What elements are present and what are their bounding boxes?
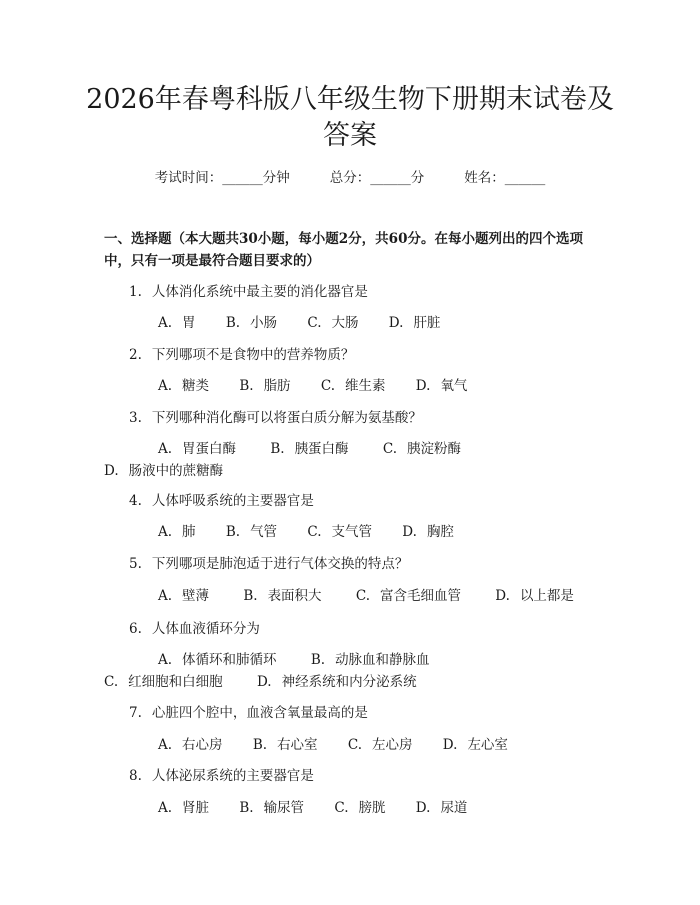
option-text: 肠液中的蔗糖酶 bbox=[128, 463, 224, 479]
exam-score-field: 总分：______分 bbox=[329, 170, 425, 186]
option-text: 体循环和肺循环 bbox=[182, 652, 277, 668]
question-stem: 下列哪种消化酶可以将蛋白质分解为氨基酸？ bbox=[151, 410, 422, 426]
option-c bbox=[348, 734, 413, 756]
option-b bbox=[311, 649, 430, 671]
option-letter: D. bbox=[442, 737, 458, 753]
question-stem: 心脏四个腔中，血液含氧量最高的是 bbox=[151, 705, 368, 721]
question-number: 4. bbox=[129, 493, 142, 509]
option-text: 输尿管 bbox=[263, 800, 305, 816]
option-letter: C. bbox=[334, 800, 349, 816]
option-letter: C. bbox=[307, 315, 322, 331]
option-text: 左心室 bbox=[467, 737, 508, 753]
option-letter: A. bbox=[158, 737, 173, 753]
option-text: 壁薄 bbox=[182, 588, 210, 604]
option-text: 糖类 bbox=[182, 378, 210, 394]
option-a bbox=[158, 521, 196, 543]
option-text: 氧气 bbox=[440, 378, 468, 394]
option-text: 维生素 bbox=[345, 378, 386, 394]
option-text: 右心室 bbox=[277, 737, 318, 753]
option-letter: B. bbox=[310, 652, 326, 668]
option-letter: C. bbox=[347, 737, 362, 753]
option-text: 肾脏 bbox=[182, 800, 210, 816]
option-text: 富含毛细血管 bbox=[380, 588, 461, 604]
question-number: 1. bbox=[129, 284, 142, 300]
option-letter: B. bbox=[243, 588, 258, 604]
question-2-options bbox=[104, 375, 604, 397]
section-heading: 一、选择题（本大题共30小题，每小题2分，共60分。在每小题列出的四个选项中，只有一项是最符合题目要求的） bbox=[104, 231, 583, 269]
option-letter: D. bbox=[104, 463, 119, 479]
option-letter: C. bbox=[320, 378, 335, 394]
option-letter: A. bbox=[158, 441, 173, 457]
option-letter: A. bbox=[158, 315, 173, 331]
option-b bbox=[226, 521, 277, 543]
option-c bbox=[307, 312, 358, 334]
question-number: 6. bbox=[129, 621, 142, 637]
option-text: 右心房 bbox=[182, 737, 223, 753]
option-text: 尿道 bbox=[440, 800, 468, 816]
question-8-options bbox=[104, 797, 604, 819]
question-1-options bbox=[104, 312, 604, 334]
option-b bbox=[270, 438, 348, 460]
option-d bbox=[416, 375, 468, 397]
option-text: 左心房 bbox=[372, 737, 413, 753]
question-number: 5. bbox=[129, 556, 142, 572]
option-letter: A. bbox=[158, 378, 173, 394]
option-b bbox=[239, 375, 290, 397]
option-a bbox=[158, 438, 236, 460]
option-a bbox=[158, 797, 209, 819]
option-letter: D. bbox=[415, 378, 431, 394]
question-3 bbox=[129, 408, 599, 428]
option-d bbox=[495, 585, 574, 607]
option-c bbox=[104, 671, 223, 693]
option-text: 大肠 bbox=[331, 315, 359, 331]
option-text: 胸腔 bbox=[426, 524, 454, 540]
option-letter: B. bbox=[239, 800, 254, 816]
option-text: 小肠 bbox=[250, 315, 278, 331]
option-text: 胃 bbox=[182, 315, 196, 331]
question-stem: 下列哪项不是食物中的营养物质？ bbox=[151, 347, 355, 363]
option-letter: D. bbox=[256, 674, 272, 690]
option-letter: A. bbox=[158, 800, 173, 816]
question-stem: 人体呼吸系统的主要器官是 bbox=[151, 493, 314, 509]
question-2 bbox=[129, 345, 599, 365]
option-text: 肝脏 bbox=[413, 315, 441, 331]
exam-time-field: 考试时间：______分钟 bbox=[154, 170, 290, 186]
option-letter: D. bbox=[388, 315, 404, 331]
option-text: 支气管 bbox=[331, 524, 372, 540]
option-letter: D. bbox=[495, 588, 510, 604]
question-number: 7. bbox=[129, 705, 142, 721]
option-letter: C. bbox=[104, 674, 119, 690]
option-a bbox=[158, 375, 209, 397]
question-5 bbox=[129, 554, 599, 574]
option-d bbox=[416, 797, 468, 819]
page-title: 2026年春粤科版八年级生物下册期末试卷及答案 bbox=[86, 84, 614, 151]
question-number: 8. bbox=[129, 768, 142, 784]
option-d bbox=[104, 460, 223, 482]
option-letter: C. bbox=[382, 441, 397, 457]
question-6 bbox=[129, 619, 599, 639]
option-letter: D. bbox=[415, 800, 431, 816]
question-stem: 人体消化系统中最主要的消化器官是 bbox=[151, 284, 368, 300]
question-number: 3. bbox=[129, 410, 142, 426]
option-d bbox=[443, 734, 508, 756]
option-letter: B. bbox=[252, 737, 268, 753]
option-a bbox=[158, 649, 277, 671]
option-text: 表面积大 bbox=[267, 588, 322, 604]
question-stem: 下列哪项是肺泡适于进行气体交换的特点？ bbox=[151, 556, 409, 572]
question-8 bbox=[129, 766, 599, 786]
option-c bbox=[307, 521, 372, 543]
option-letter: B. bbox=[225, 315, 241, 331]
option-d bbox=[257, 671, 417, 693]
question-stem: 人体血液循环分为 bbox=[151, 621, 260, 637]
question-6-options bbox=[104, 649, 604, 693]
question-number: 2. bbox=[129, 347, 142, 363]
option-c bbox=[321, 375, 386, 397]
option-letter: C. bbox=[355, 588, 370, 604]
option-letter: B. bbox=[239, 378, 254, 394]
option-a bbox=[158, 734, 223, 756]
option-c bbox=[334, 797, 385, 819]
option-b bbox=[243, 585, 321, 607]
question-5-options bbox=[104, 585, 604, 607]
question-3-options bbox=[104, 438, 604, 482]
question-1 bbox=[129, 282, 599, 302]
question-stem: 人体泌尿系统的主要器官是 bbox=[151, 768, 314, 784]
option-letter: D. bbox=[402, 524, 417, 540]
option-text: 胃蛋白酶 bbox=[182, 441, 237, 457]
option-b bbox=[239, 797, 304, 819]
option-text: 胰淀粉酶 bbox=[407, 441, 461, 457]
option-b bbox=[253, 734, 318, 756]
option-letter: B. bbox=[270, 441, 285, 457]
option-d bbox=[389, 312, 441, 334]
option-letter: A. bbox=[158, 524, 173, 540]
option-text: 以上都是 bbox=[519, 588, 574, 604]
option-c bbox=[383, 438, 461, 460]
option-text: 气管 bbox=[250, 524, 278, 540]
option-text: 脂肪 bbox=[263, 378, 291, 394]
option-text: 肺 bbox=[182, 524, 196, 540]
option-text: 动脉血和静脉血 bbox=[335, 652, 430, 668]
option-letter: A. bbox=[158, 652, 173, 668]
option-letter: C. bbox=[307, 524, 322, 540]
exam-info bbox=[0, 168, 700, 188]
option-letter: B. bbox=[225, 524, 241, 540]
option-c bbox=[356, 585, 461, 607]
exam-name-field: 姓名：______ bbox=[464, 170, 546, 186]
option-letter: A. bbox=[158, 588, 173, 604]
option-b bbox=[226, 312, 277, 334]
option-text: 胰蛋白酶 bbox=[294, 441, 349, 457]
option-text: 神经系统和内分泌系统 bbox=[281, 674, 417, 690]
option-d bbox=[402, 521, 454, 543]
question-4 bbox=[129, 491, 599, 511]
question-7-options bbox=[104, 734, 604, 756]
question-7 bbox=[129, 703, 599, 723]
option-text: 红细胞和白细胞 bbox=[128, 674, 223, 690]
option-a bbox=[158, 585, 209, 607]
option-a bbox=[158, 312, 196, 334]
option-text: 膀胱 bbox=[358, 800, 386, 816]
question-4-options bbox=[104, 521, 604, 543]
